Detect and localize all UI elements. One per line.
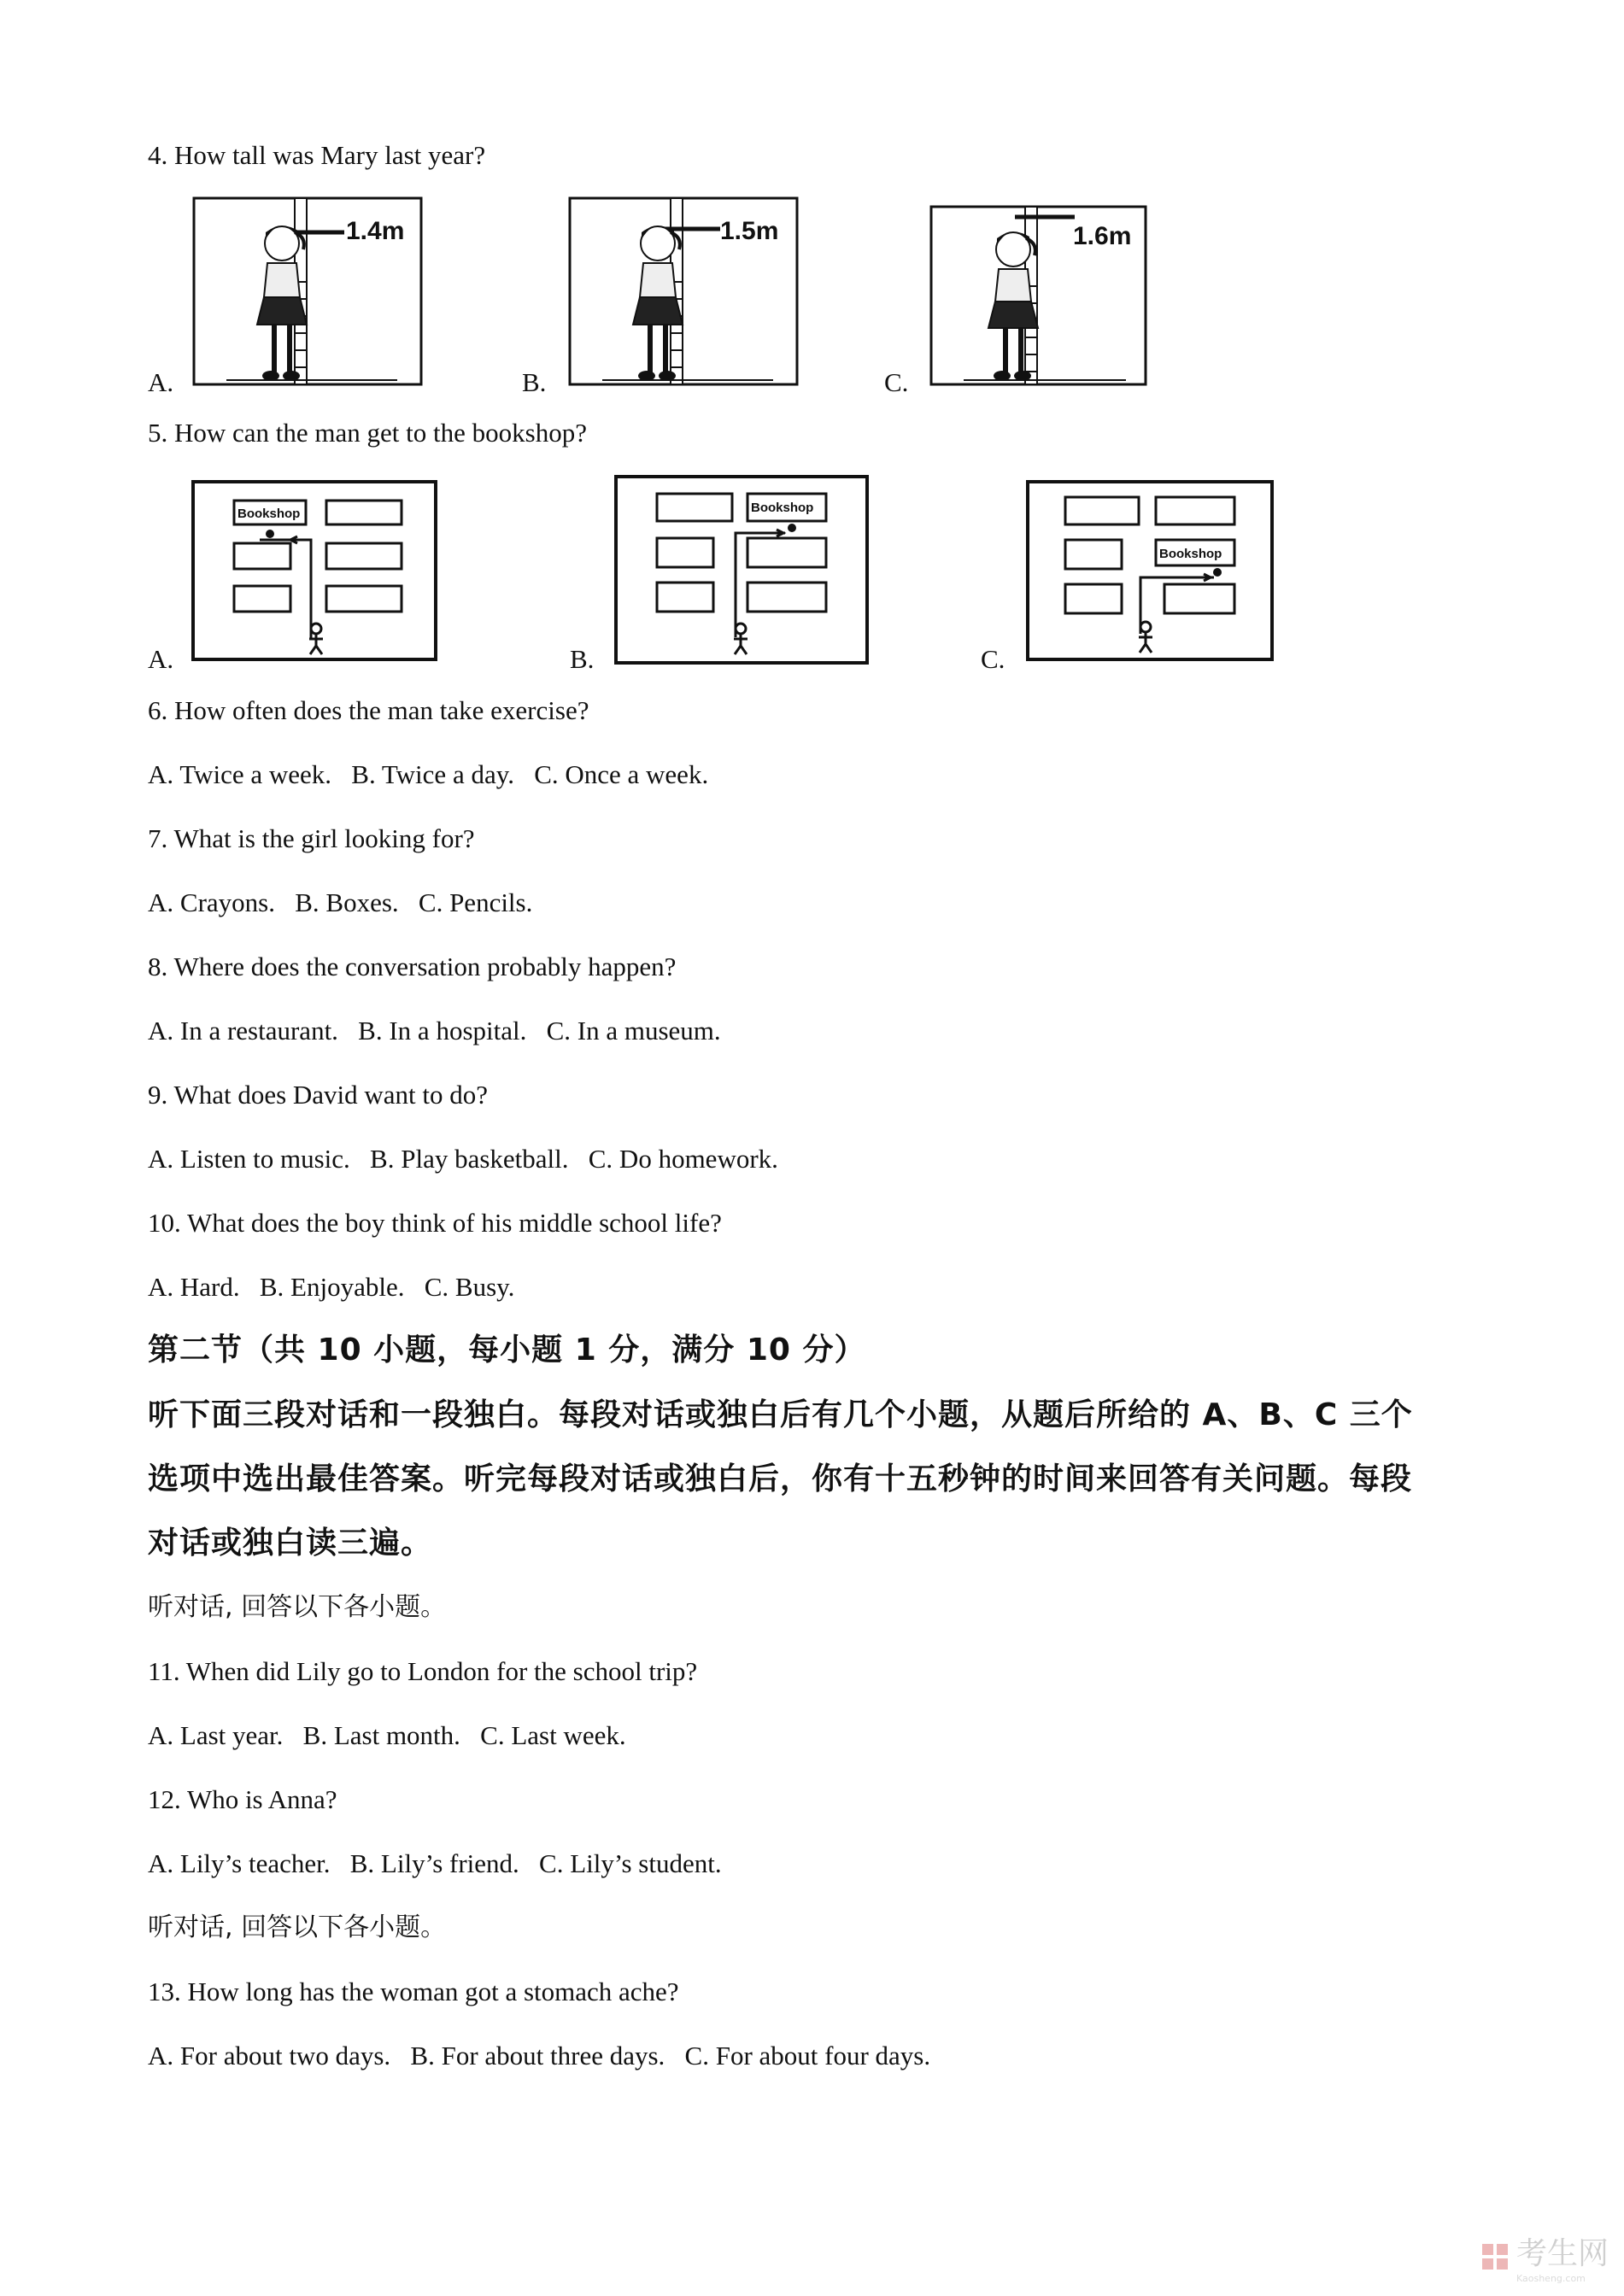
q4-height-c: 1.6m — [1073, 222, 1132, 250]
section2-instruction-line-3: 对话或独白读三遍。 — [148, 1526, 433, 1561]
q9-options: A. Listen to music. B. Play basketball. C. Do homework. — [148, 1144, 778, 1174]
q5-map-a — [191, 480, 437, 661]
q13-options: A. For about two days. B. For about three days. C. For about four days. — [148, 2041, 931, 2070]
watermark-logo-icon — [1480, 2242, 1510, 2271]
q4-option-a-label: A. — [148, 367, 174, 397]
q4-picture-c — [929, 205, 1147, 389]
q5-option-b-label: B. — [570, 644, 595, 674]
q4-picture-b — [568, 196, 799, 389]
q12-question: 12. Who is Anna? — [148, 1784, 337, 1814]
q7-options: A. Crayons. B. Boxes. C. Pencils. — [148, 887, 533, 917]
q4-height-b: 1.5m — [720, 217, 779, 245]
q4-height-a: 1.4m — [346, 217, 405, 245]
q10-question: 10. What does the boy think of his middle school life? — [148, 1208, 722, 1238]
q4-picture-a — [192, 196, 423, 389]
q12-options: A. Lily’s teacher. B. Lily’s friend. C. Lily’s student. — [148, 1848, 722, 1878]
q6-options: A. Twice a week. B. Twice a day. C. Once a week. — [148, 759, 709, 789]
section2-heading: 第二节（共 10 小题，每小题 1 分，满分 10 分） — [148, 1332, 866, 1368]
watermark-text: 考生网 — [1516, 2236, 1609, 2271]
q6-question: 6. How often does the man take exercise? — [148, 695, 589, 725]
q4-option-c-label: C. — [884, 367, 909, 397]
q5-map-b — [614, 475, 869, 665]
q4-option-b-label: B. — [522, 367, 547, 397]
section2-instruction-line-1: 听下面三段对话和一段独白。每段对话或独白后有几个小题，从题后所给的 A、B、C 三个 — [148, 1397, 1413, 1432]
q5-option-a-label: A. — [148, 644, 174, 674]
q5-sign-a: Bookshop — [237, 507, 301, 521]
dialog-intro-2: 听对话, 回答以下各小题。 — [148, 1912, 447, 1942]
q5-map-c — [1026, 480, 1274, 661]
watermark-subtext: Kaosheng.com — [1516, 2273, 1586, 2284]
watermark — [1480, 2229, 1609, 2284]
q5-question: 5. How can the man get to the bookshop? — [148, 418, 587, 448]
q4-question: 4. How tall was Mary last year? — [148, 140, 486, 170]
q10-options: A. Hard. B. Enjoyable. C. Busy. — [148, 1272, 515, 1302]
q7-question: 7. What is the girl looking for? — [148, 823, 475, 853]
q9-question: 9. What does David want to do? — [148, 1080, 489, 1110]
q5-option-c-label: C. — [981, 644, 1005, 674]
dialog-intro-1: 听对话, 回答以下各小题。 — [148, 1592, 447, 1622]
q13-question: 13. How long has the woman got a stomach ache? — [148, 1977, 679, 2006]
q11-options: A. Last year. B. Last month. C. Last week. — [148, 1720, 626, 1750]
q11-question: 11. When did Lily go to London for the school trip? — [148, 1656, 698, 1686]
q5-sign-b: Bookshop — [751, 501, 814, 515]
section2-instruction-line-2: 选项中选出最佳答案。听完每段对话或独白后，你有十五秒钟的时间来回答有关问题。每段 — [148, 1461, 1413, 1496]
q5-sign-c: Bookshop — [1159, 547, 1222, 561]
q8-options: A. In a restaurant. B. In a hospital. C. In a museum. — [148, 1016, 721, 1046]
q8-question: 8. Where does the conversation probably happen? — [148, 952, 677, 981]
